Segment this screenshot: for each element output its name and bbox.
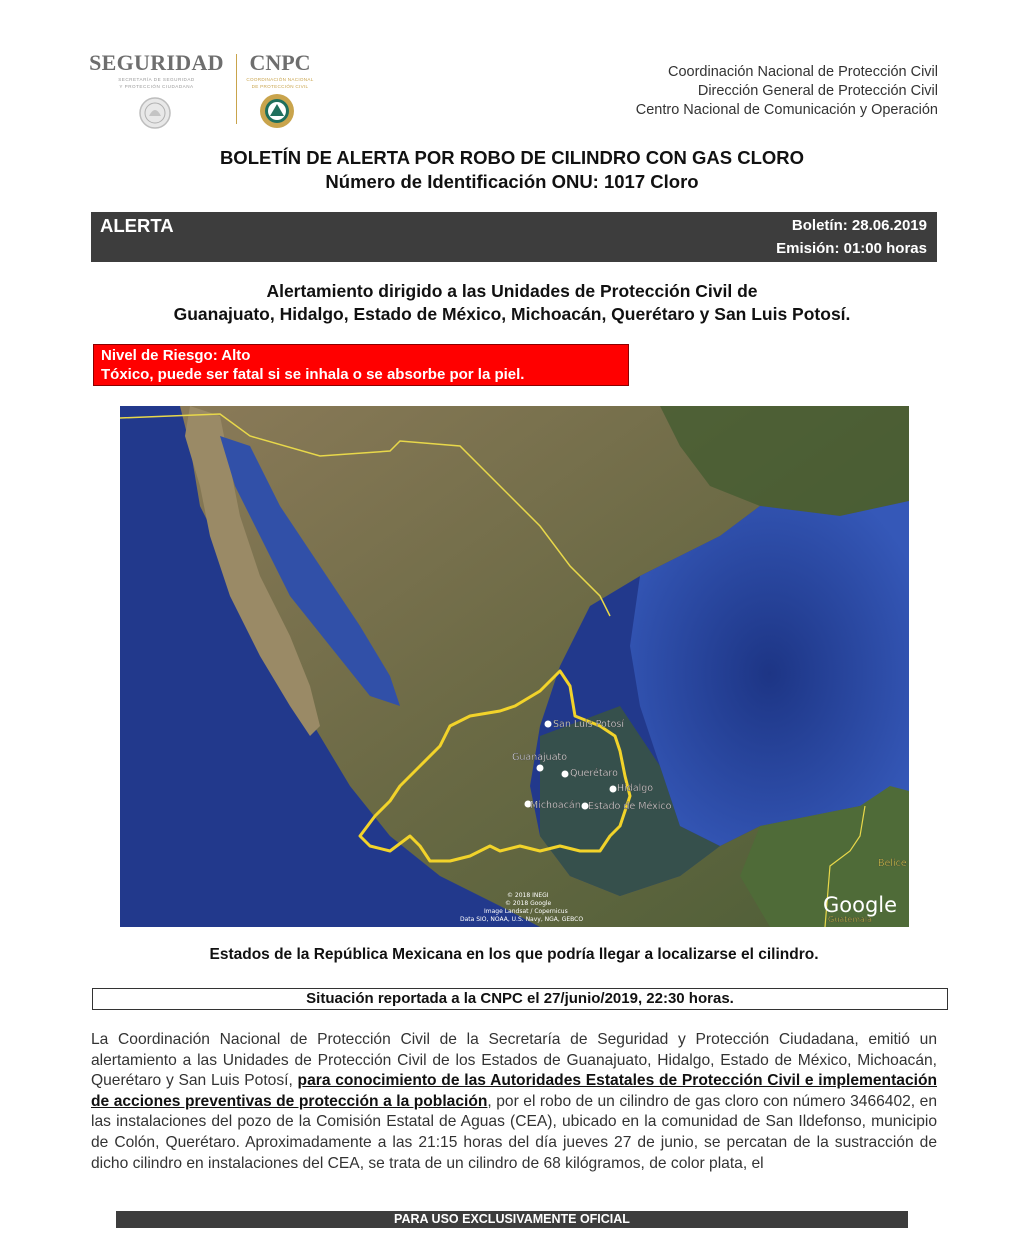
org-line-3: Centro Nacional de Comunicación y Operación <box>635 102 938 118</box>
national-seal-icon <box>138 96 172 130</box>
attribution-google: © 2018 Google <box>505 900 552 907</box>
label-hidalgo: Hidalgo <box>617 783 654 794</box>
marker-michoacan <box>525 800 581 811</box>
org-line-2: Dirección General de Protección Civil <box>697 83 938 99</box>
marker-estado-de-mexico <box>582 801 672 812</box>
map-caption: Estados de la República Mexicana en los que podría llegar a localizarse el cilindro. <box>209 946 819 963</box>
attribution-inegi: © 2018 INEGI <box>507 892 549 899</box>
cnpc-logo <box>240 50 320 90</box>
seguridad-logo-title: SEGURIDAD <box>89 50 224 75</box>
risk-level-box <box>93 344 629 386</box>
organization-lines <box>636 63 938 120</box>
label-guanajuato: Guanajuato <box>512 752 568 763</box>
label-michoacan: Michoacán <box>530 800 581 811</box>
directed-line-2: Guanajuato, Hidalgo, Estado de México, Michoacán, Querétaro y San Luis Potosí. <box>173 304 851 324</box>
org-line-1: Coordinación Nacional de Protección Civil <box>668 64 938 80</box>
attribution-data: Data SIO, NOAA, U.S. Navy, NGA, GEBCO <box>460 916 584 923</box>
paragraph-emphasis: para conocimiento de las Autoridades Estatales de Protección Civil e implementación de acciones preventivas de protección a la población <box>91 1072 937 1110</box>
label-guatemala: Guatemala <box>828 915 873 924</box>
logo-divider <box>236 54 237 124</box>
paragraph-part-2: , por el robo de un cilindro de gas cloro con número 3466402, en las instalaciones del pozo de la Comisión Estatal de Aguas (CEA), ubicado en la comunidad de San Ildefonso, municipio de Colón, Querétaro. Aproximadamente a las 21:15 horas del día jueves 27 de junio, se percatan de la sustracción de dicho cilindro en instalaciones del CEA, se trata de un cilindro de 68 kilógramos, de color plata, el <box>91 1092 937 1172</box>
directed-to-heading <box>0 280 1024 326</box>
cnpc-emblem-icon <box>258 92 296 130</box>
label-belice: Belice <box>878 858 907 869</box>
label-estado-de-mexico: Estado de México <box>588 801 672 812</box>
emission-time: Emisión: 01:00 horas <box>776 240 927 257</box>
bulletin-title-line-1: BOLETÍN DE ALERTA POR ROBO DE CILINDRO CON GAS CLORO <box>219 147 805 168</box>
cnpc-logo-subtitle-1: COORDINACIÓN NACIONAL <box>246 77 314 82</box>
alert-bar <box>91 212 937 262</box>
directed-line-1: Alertamiento dirigido a las Unidades de Protección Civil de <box>266 281 758 301</box>
marker-queretaro <box>562 768 619 779</box>
paragraph-part-1: La Coordinación Nacional de Protección Civil de la Secretaría de Seguridad y Protección Ciudadana, emitió un alertamiento a las Unidades de Protección Civil de los Estados de Guanajuato, Hidalgo, Estado de México, Michoacán, Querétaro y San Luis Potosí, <box>91 1031 937 1090</box>
satellite-map <box>120 406 909 927</box>
situation-box: Situación reportada a la CNPC el 27/junio/2019, 22:30 horas. <box>92 988 948 1010</box>
body-paragraph <box>91 1030 937 1174</box>
cnpc-logo-title: CNPC <box>249 50 311 75</box>
marker-san-luis-potosi <box>545 719 625 730</box>
seguridad-logo <box>84 50 229 90</box>
seguridad-logo-subtitle-1: SECRETARÍA DE SEGURIDAD <box>118 77 195 82</box>
footer-bar: PARA USO EXCLUSIVAMENTE OFICIAL <box>116 1211 908 1228</box>
bulletin-title <box>0 146 1024 194</box>
attribution-landsat: Image Landsat / Copernicus <box>484 908 568 915</box>
google-logo: Google <box>823 893 898 917</box>
label-queretaro: Querétaro <box>570 768 618 779</box>
risk-level: Nivel de Riesgo: Alto <box>101 347 251 364</box>
alert-label: ALERTA <box>100 215 174 236</box>
marker-hidalgo <box>610 783 654 794</box>
bulletin-title-line-2: Número de Identificación ONU: 1017 Cloro <box>325 171 699 192</box>
label-san-luis-potosi: San Luis Potosí <box>553 719 624 730</box>
seguridad-logo-subtitle-2: Y PROTECCIÓN CIUDADANA <box>119 84 194 89</box>
cnpc-logo-subtitle-2: DE PROTECCIÓN CIVIL <box>251 84 309 89</box>
bulletin-date: Boletín: 28.06.2019 <box>791 217 927 234</box>
risk-description: Tóxico, puede ser fatal si se inhala o se absorbe por la piel. <box>101 366 525 383</box>
